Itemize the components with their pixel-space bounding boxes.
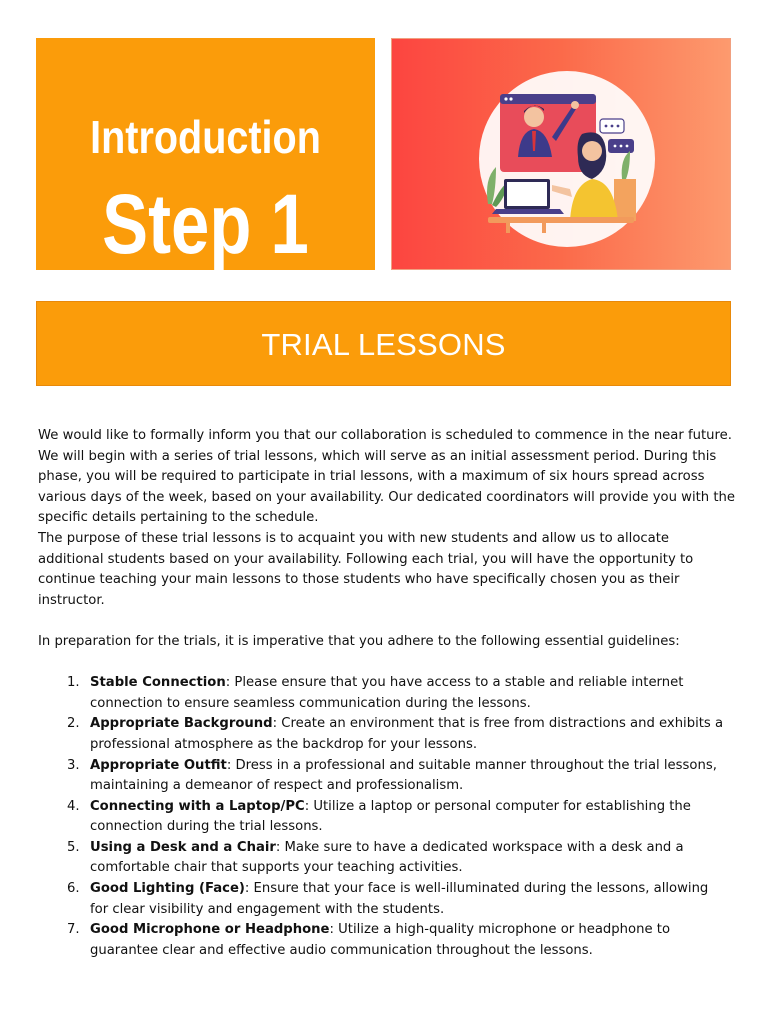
guideline-title: Connecting with a Laptop/PC [90,798,305,814]
guideline-item: 6. Good Lighting (Face): Ensure that your face is well-illuminated during the lessons, allowing for clear visibility and engagement with the students. [67,881,709,917]
intro-paragraph-1: We would like to formally inform you that our collaboration is scheduled to commence in the near future. We will begin with a series of trial lessons, which will serve as an initial assessment period. During this phase, you will be required to participate in trial lessons, with a maximum of six hours spread across various days of the week, based on your availability. Our dedicated coordinators will provide you with the specific details pertaining to the schedule. [38,428,735,526]
guideline-item: 2. Appropriate Background: Create an environment that is free from distractions and exhibits a professional atmosphere as the backdrop for your lessons. [67,716,724,752]
spacer [38,653,738,674]
guideline-item: 7. Good Microphone or Headphone: Utilize a high-quality microphone or headphone to guarantee clear and effective audio communication throughout the lessons. [67,922,671,958]
guideline-item: 4. Connecting with a Laptop/PC: Utilize a laptop or personal computer for establishing the connection during the trial lessons. [67,798,691,835]
guideline-item: 5. Using a Desk and a Chair: Make sure to have a dedicated workspace with a desk and a comfortable chair that supports your teaching activities. [67,839,684,876]
guideline-text: : Utilize a high-quality microphone or headphone to guarantee clear and effective audio communication throughout the lessons. [90,922,671,958]
guideline-title: Using a Desk and a Chair [90,839,276,855]
guideline-text: : Dress in a professional and suitable manner throughout the trial lessons, maintaining a demeanor of respect and professionalism. [90,757,717,794]
guideline-title: Stable Connection [90,675,226,691]
spacer [38,611,738,632]
guideline-text: : Please ensure that you have access to a stable and reliable internet connection to ensure seamless communication during the lessons. [90,675,684,711]
guidelines-list [38,673,738,961]
guideline-title: Appropriate Background [90,716,273,732]
guideline-item: 3. Appropriate Outfit: Dress in a professional and suitable manner throughout the trial lessons, maintaining a demeanor of respect and professionalism. [67,757,717,794]
intro-paragraph-3: In preparation for the trials, it is imperative that you adhere to the following essential guidelines: [38,633,680,649]
guideline-text: : Create an environment that is free from distractions and exhibits a professional atmosphere as the backdrop for your lessons. [90,716,724,752]
title-step: Step 1 [102,177,309,271]
guideline-text: : Utilize a laptop or personal computer for establishing the connection during the trial lessons. [90,798,691,835]
title-introduction: Introduction [90,111,321,163]
guideline-title: Appropriate Outfit [90,757,227,773]
section-banner: TRIAL LESSONS [36,301,731,386]
guideline-title: Good Microphone or Headphone [90,922,330,938]
guideline-text: : Make sure to have a dedicated workspace with a desk and a comfortable chair that supports your teaching activities. [90,839,684,876]
guideline-item: 1. Stable Connection: Please ensure that you have access to a stable and reliable internet connection to ensure seamless communication during the lessons. [67,675,684,711]
body-content [38,426,738,961]
guideline-text: : Ensure that your face is well-illuminated during the lessons, allowing for clear visibility and engagement with the students. [90,881,709,917]
title-box [36,38,375,270]
illustration-panel [391,38,731,270]
video-call-illustration-icon [392,39,731,270]
intro-paragraph-2: The purpose of these trial lessons is to acquaint you with new students and allow us to allocate additional students based on your availability. Following each trial, you will have the opportunity to continue teaching your main lessons to those students who have specifically chosen you as their instructor. [38,530,694,608]
guideline-title: Good Lighting (Face) [90,881,245,897]
